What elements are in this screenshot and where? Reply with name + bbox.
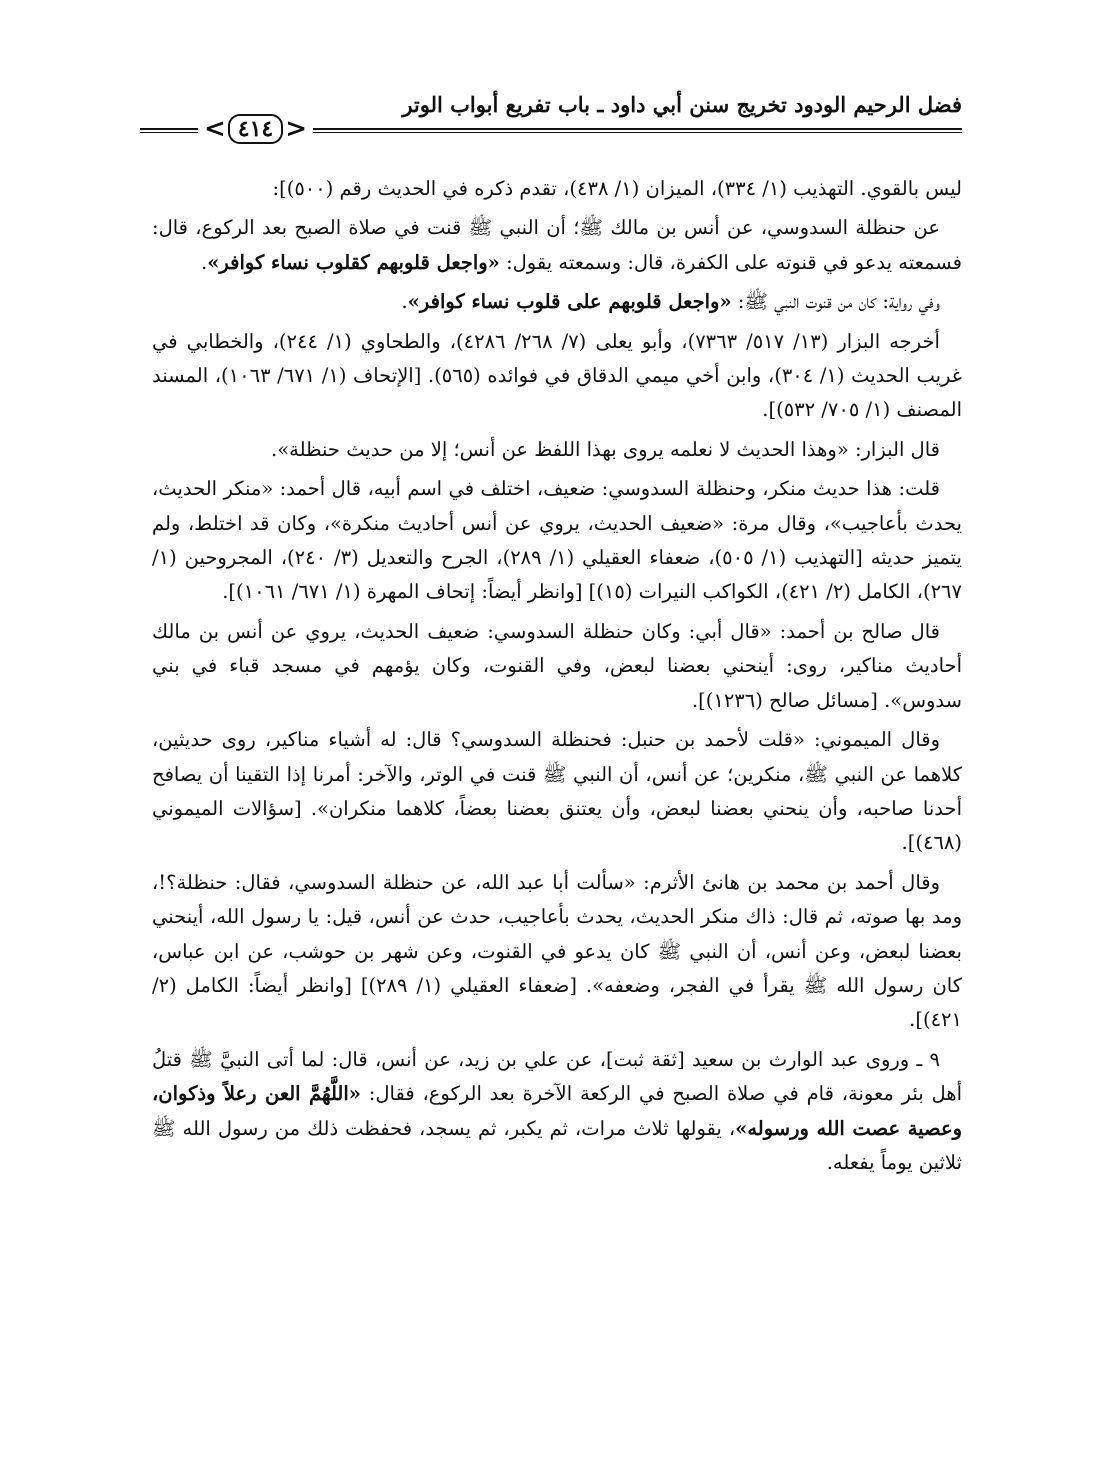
text-run: قال البزار: «وهذا الحديث لا نعلمه يروى بهذا اللفظ عن أنس؛ إلا من حديث حنظلة». [271,437,940,461]
text-run: عن حنظلة السدوسي، عن أنس بن مالك ﷺ؛ أن النبي ﷺ قنت في صلاة الصبح بعد الركوع، قال: فسمعته يدعو في قنوته على الكفرة، قال: وسمعته يقول: [152,216,962,274]
running-title: فضل الرحيم الودود تخريج سنن أبي داود ـ باب تفريع أبواب الوتر [402,92,962,117]
text-run: ليس بالقوي. التهذيب (١/ ٣٣٤)، الميزان (١/ ٤٣٨)، تقدم ذكره في الحديث رقم (٥٠٠)]: [272,177,962,200]
paragraph [152,433,962,467]
page-number-badge [198,114,313,144]
paragraph [152,211,962,280]
text-run: وقال الميموني: «قلت لأحمد بن حنبل: فحنظلة السدوسي؟ قال: له أشياء مناكير، روى حديثين، كلاهما عن النبي ﷺ، منكرين؛ عن أنس، أن النبي ﷺ قنت في الوتر، والآخر: أمرنا إذا التقينا أن يصافح أحدنا صاحبه، وأن ينحني بعضنا لبعض، وأن يعتنق بعضنا بعضاً، كلاهما منكران». [سؤالات الميموني (٤٦٨)]. [152,728,962,855]
quoted-hadith-text: «واجعل قلوبهم كقلوب نساء كوافر» [207,250,500,274]
paragraph [152,723,962,861]
paragraph [152,172,962,206]
text-run: وفي رواية: كان من قنوت النبي ﷺ: [731,290,940,314]
text-run: . [201,250,208,274]
paragraph [152,615,962,718]
paragraph [152,866,962,1038]
text-run: قال صالح بن أحمد: «قال أبي: وكان حنظلة السدوسي: ضعيف الحديث، يروي عن أنس بن مالك أحاديث مناكير، روى: أينحني بعضنا لبعض، وفي القنوت، وكان يؤمهم في مسجد قباء في بني سدوس». [مسائل صالح (١٢٣٦)]. [152,619,962,712]
paragraph [152,285,962,319]
text-run: . [401,290,408,314]
paragraph [152,1043,962,1181]
quoted-hadith-text: «واجعل قلوبهم على قلوب نساء كوافر» [407,290,732,314]
page-header [140,92,962,152]
body-text [152,172,962,1185]
badge-right-ornament: > [285,114,308,144]
paragraph [152,325,962,428]
text-run: قلت: هذا حديث منكر، وحنظلة السدوسي: ضعيف، اختلف في اسم أبيه، قال أحمد: «منكر الحديث، يحدث بأعاجيب»، وقال مرة: «ضعيف الحديث، يروي عن أنس أحاديث منكرة»، وكان قد اختلط، ولم يتميز حديثه [التهذيب (١/ ٥٠٥)، ضعفاء العقيلي (١/ ٢٨٩)، الجرح والتعديل (٣/ ٢٤٠)، المجروحين (١/ ٢٦٧)، الكامل (٢/ ٤٢١)، الكواكب النيرات (١٥)] [وانظر أيضاً: إتحاف المهرة (١/ ٦٧١/ ١٠٦١)]. [152,477,962,604]
badge-left-ornament: < [204,114,226,144]
text-run: أخرجه البزار (١٣/ ٥١٧/ ٧٣٦٣)، وأبو يعلى (٧/ ٢٦٨/ ٤٢٨٦)، والطحاوي (١/ ٢٤٤)، والخطابي في غريب الحديث (١/ ٣٠٤)، وابن أخي ميمي الدقاق في فوائده (٥٦٥). [الإتحاف (١/ ٦٧١/ ١٠٦٣)، المسند المصنف (١/ ٧٠٥/ ٥٣٢)]. [152,329,962,422]
text-run: ، يقولها ثلاث مرات، ثم يكبر، ثم يسجد، فحفظت ذلك من رسول الله ﷺ ثلاثين يوماً يفعله. [152,1116,962,1174]
quoted-hadith-text: «اللَّهُمَّ العن رعلاً وذكوان، وعصية عصت الله ورسوله» [152,1082,962,1140]
paragraph [152,472,962,610]
text-run: ٩ ـ وروى عبد الوارث بن سعيد [ثقة ثبت]، عن علي بن زيد، عن أنس، قال: لما أتى النبيَّ ﷺ قتلُ أهل بئر معونة، قام في صلاة الصبح في الركعة الآخرة بعد الركوع، فقال: [152,1047,962,1106]
page-number: ٤١٤ [228,114,283,144]
text-run: وقال أحمد بن محمد بن هانئ الأثرم: «سألت أبا عبد الله، عن حنظلة السدوسي، فقال: حنظلة؟!، ومد بها صوته، ثم قال: ذاك منكر الحديث، يحدث بأعاجيب، حدث عن أنس، قيل: يا رسول الله، أينحني بعضنا لبعض، وعن أنس، أن النبي ﷺ كان يدعو في القنوت، وعن شهر بن حوشب، عن ابن عباس، كان رسول الله ﷺ يقرأ في الفجر، وضعفه». [ضعفاء العقيلي (١/ ٢٨٩)] [وانظر أيضاً: الكامل (٢/ ٤٢١)]. [152,870,963,1032]
